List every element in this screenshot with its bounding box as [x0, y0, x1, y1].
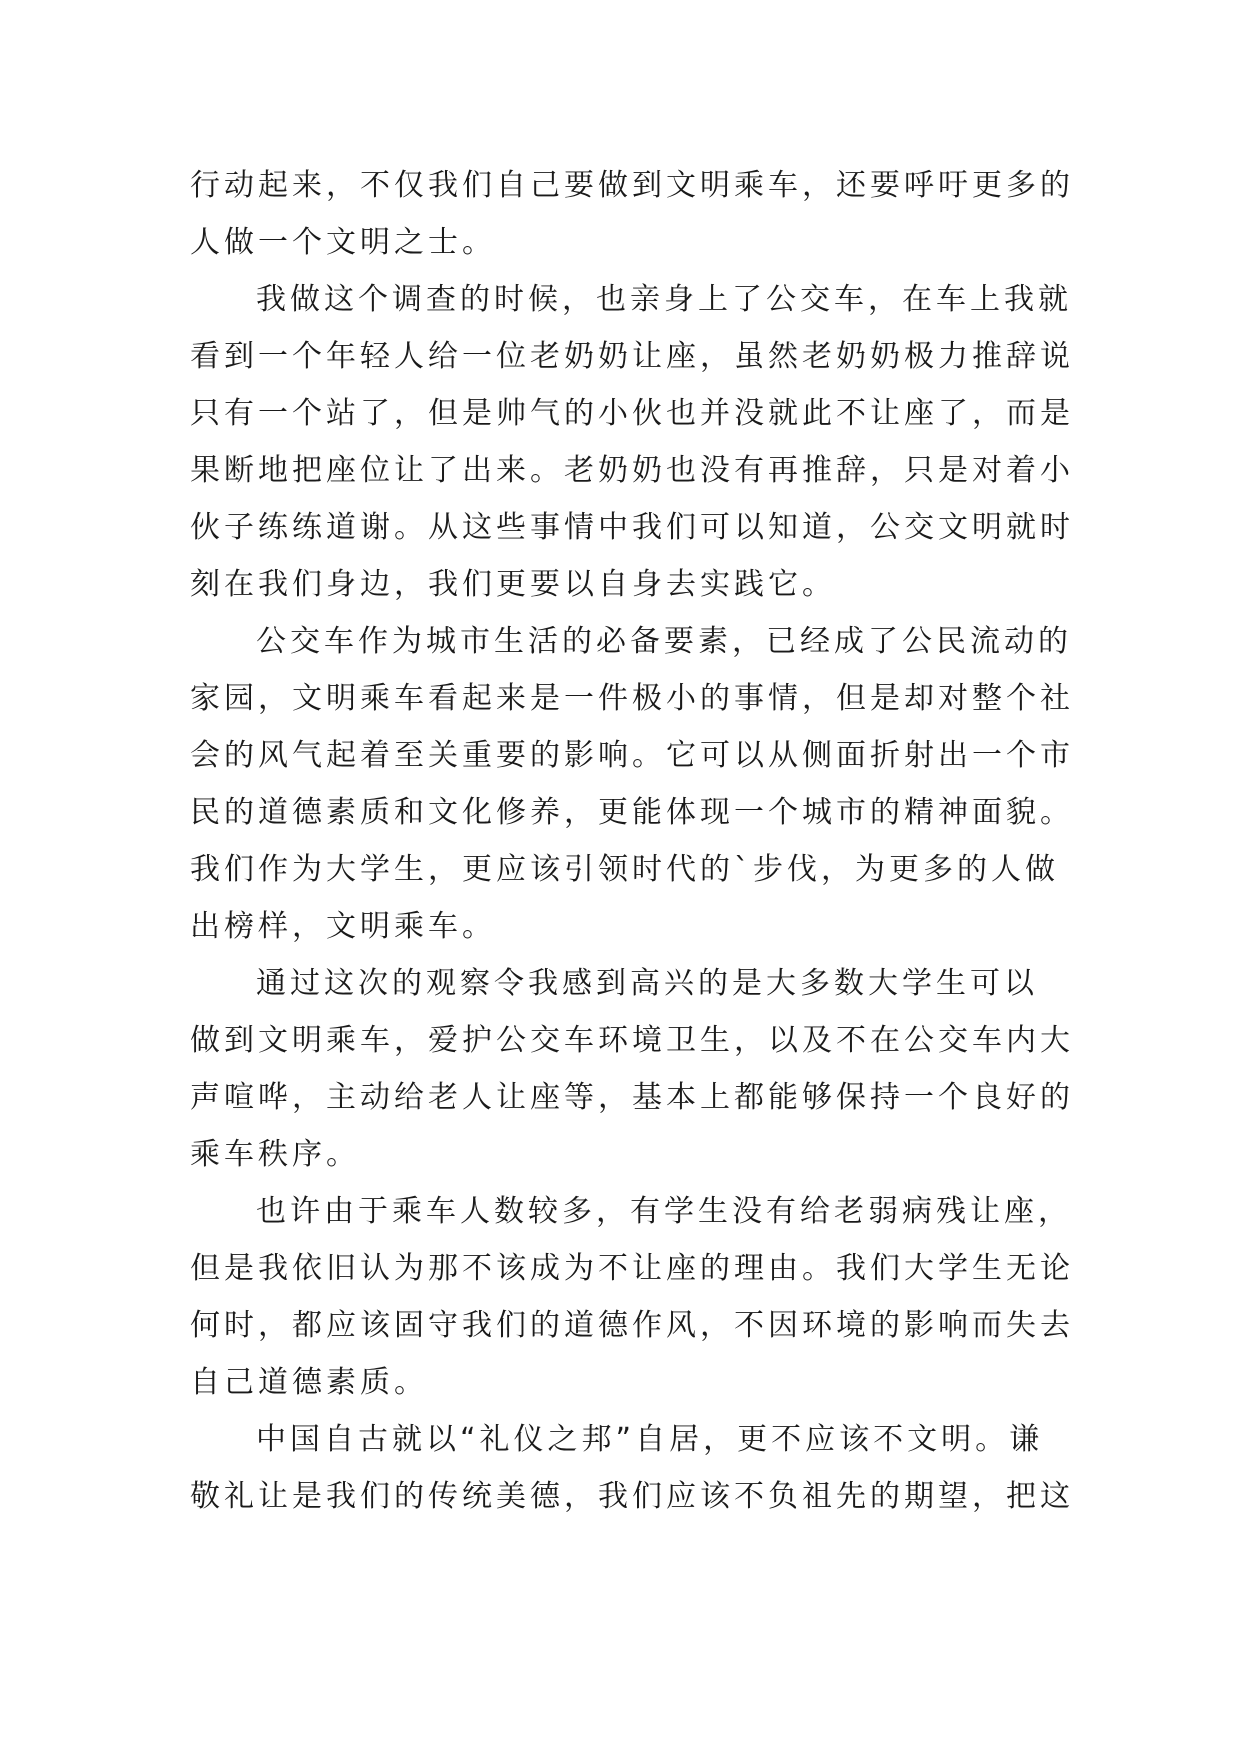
text-line: 刻在我们身边，我们更要以自身去实践它。: [190, 567, 836, 602]
text-line: 果断地把座位让了出来。老奶奶也没有再推辞，只是对着小: [190, 453, 1074, 488]
text-line: 声喧哗，主动给老人让座等，基本上都能够保持一个良好的: [190, 1080, 1074, 1115]
text-line: 伙子练练道谢。从这些事情中我们可以知道，公交文明就时: [190, 510, 1074, 545]
text-line: 我们作为大学生，更应该引领时代的`步伐，为更多的人做: [190, 852, 1059, 887]
text-line: 何时，都应该固守我们的道德作风，不因环境的影响而失去: [190, 1308, 1074, 1343]
paragraph-first-line: 也许由于乘车人数较多，有学生没有给老弱病残让座，: [256, 1194, 1072, 1229]
text-line: 人做一个文明之士。: [190, 225, 496, 260]
text-line: 敬礼让是我们的传统美德，我们应该不负祖先的期望，把这: [190, 1479, 1074, 1514]
text-line: 做到文明乘车，爱护公交车环境卫生，以及不在公交车内大: [190, 1023, 1074, 1058]
paragraph-first-line: 我做这个调查的时候，也亲身上了公交车，在车上我就: [256, 282, 1072, 317]
text-line: 看到一个年轻人给一位老奶奶让座，虽然老奶奶极力推辞说: [190, 339, 1074, 374]
text-line: 乘车秩序。: [190, 1137, 360, 1172]
text-line: 民的道德素质和文化修养，更能体现一个城市的精神面貌。: [190, 795, 1074, 830]
text-line: 行动起来，不仅我们自己要做到文明乘车，还要呼吁更多的: [190, 168, 1074, 203]
document-body: [190, 157, 1074, 1525]
paragraph-first-line: 公交车作为城市生活的必备要素，已经成了公民流动的: [256, 624, 1072, 659]
text-line: 只有一个站了，但是帅气的小伙也并没就此不让座了，而是: [190, 396, 1074, 431]
text-line: 但是我依旧认为那不该成为不让座的理由。我们大学生无论: [190, 1251, 1074, 1286]
paragraph-first-line: 中国自古就以“礼仪之邦”自居，更不应该不文明。谦: [256, 1422, 1044, 1457]
text-line: 家园，文明乘车看起来是一件极小的事情，但是却对整个社: [190, 681, 1074, 716]
text-line: 出榜样，文明乘车。: [190, 909, 496, 944]
paragraph-first-line: 通过这次的观察令我感到高兴的是大多数大学生可以: [256, 966, 1038, 1001]
text-line: 自己道德素质。: [190, 1365, 428, 1400]
text-line: 会的风气起着至关重要的影响。它可以从侧面折射出一个市: [190, 738, 1074, 773]
